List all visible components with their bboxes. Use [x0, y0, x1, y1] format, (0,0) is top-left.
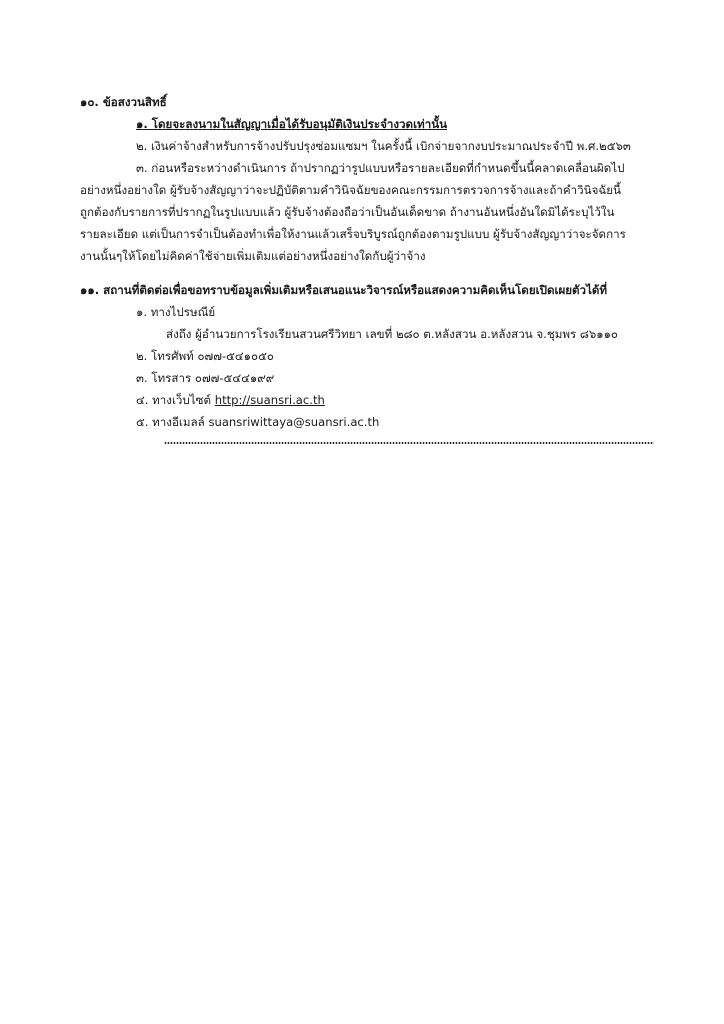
- section-10-item-3-line-1: ๓. ก่อนหรือระหว่างดำเนินการ ถ้าปรากฏว่ารูปแบบหรือรายละเอียดที่กำหนดขึ้นนี้คลาดเคลื่อนผิดไป: [136, 161, 625, 175]
- contact-email-row: [136, 412, 379, 432]
- section-10-item-3-line-4: รายละเอียด แต่เป็นการจำเป็นต้องทำเพื่อให้งานแล้วเสร็จบริบูรณ์ถูกต้องตามรูปแบบ ผู้รับจ้างสัญญาว่าจะจัดการ: [80, 227, 626, 241]
- section-10-heading: ๑๐. ข้อสงวนสิทธิ์: [80, 95, 167, 109]
- section-10-item-3-line-3: ถูกต้องกับรายการที่ปรากฏในรูปแบบแล้ว ผู้รับจ้างต้องถือว่าเป็นอันเด็ดขาด ถ้างานอันหนึ่งอันใดมิได้ระบุไว้ใน: [80, 205, 615, 219]
- contact-email-address: suansriwittaya@suansri.ac.th: [208, 415, 380, 429]
- contact-website-link[interactable]: http://suansri.ac.th: [214, 393, 325, 407]
- section-10-item-3-line-5: งานนั้นๆให้โดยไม่คิดค่าใช้จ่ายเพิ่มเติมแต่อย่างหนึ่งอย่างใดกับผู้ว่าจ้าง: [80, 249, 426, 263]
- section-10-item-1: ๑. โดยจะลงนามในสัญญาเมื่อได้รับอนุมัติเงินประจำงวดเท่านั้น: [136, 117, 448, 131]
- contact-mail-label: ๑. ทางไปรษณีย์: [136, 305, 216, 319]
- contact-website-label: ๔. ทางเว็บไซต์: [136, 393, 212, 407]
- contact-phone: ๒. โทรศัพท์ ๐๗๗-๕๔๑๐๕๐: [136, 349, 274, 363]
- section-11-heading: ๑๑. สถานที่ติดต่อเพื่อขอทราบข้อมูลเพิ่มเติมหรือเสนอแนะวิจารณ์หรือแสดงความคิดเห็นโดยเปิดเผยตัวได้ที่: [80, 283, 608, 297]
- contact-website-row: [136, 390, 325, 410]
- contact-fax: ๓. โทรสาร ๐๗๗-๕๔๔๑๙๙: [136, 371, 275, 385]
- contact-mail-address: ส่งถึง ผู้อำนวยการโรงเรียนสวนศรีวิทยา เลขที่ ๒๘๐ ต.หลังสวน อ.หลังสวน จ.ชุมพร ๘๖๑๑๐: [166, 327, 619, 341]
- dotted-end-line: [164, 442, 654, 444]
- section-10-item-2: ๒. เงินค่าจ้างสำหรับการจ้างปรับปรุงซ่อมแซมฯ ในครั้งนี้ เบิกจ่ายจากงบประมาณประจำปี พ.ศ.๒๕๖๓: [136, 139, 631, 153]
- section-10-item-3-line-2: อย่างหนึ่งอย่างใด ผู้รับจ้างสัญญาว่าจะปฏิบัติตามคำวินิจฉัยของคณะกรรมการตรวจการจ้างและถ้าคำวินิจฉัยนี้: [80, 183, 621, 197]
- contact-email-label: ๕. ทางอีเมลล์: [136, 415, 205, 429]
